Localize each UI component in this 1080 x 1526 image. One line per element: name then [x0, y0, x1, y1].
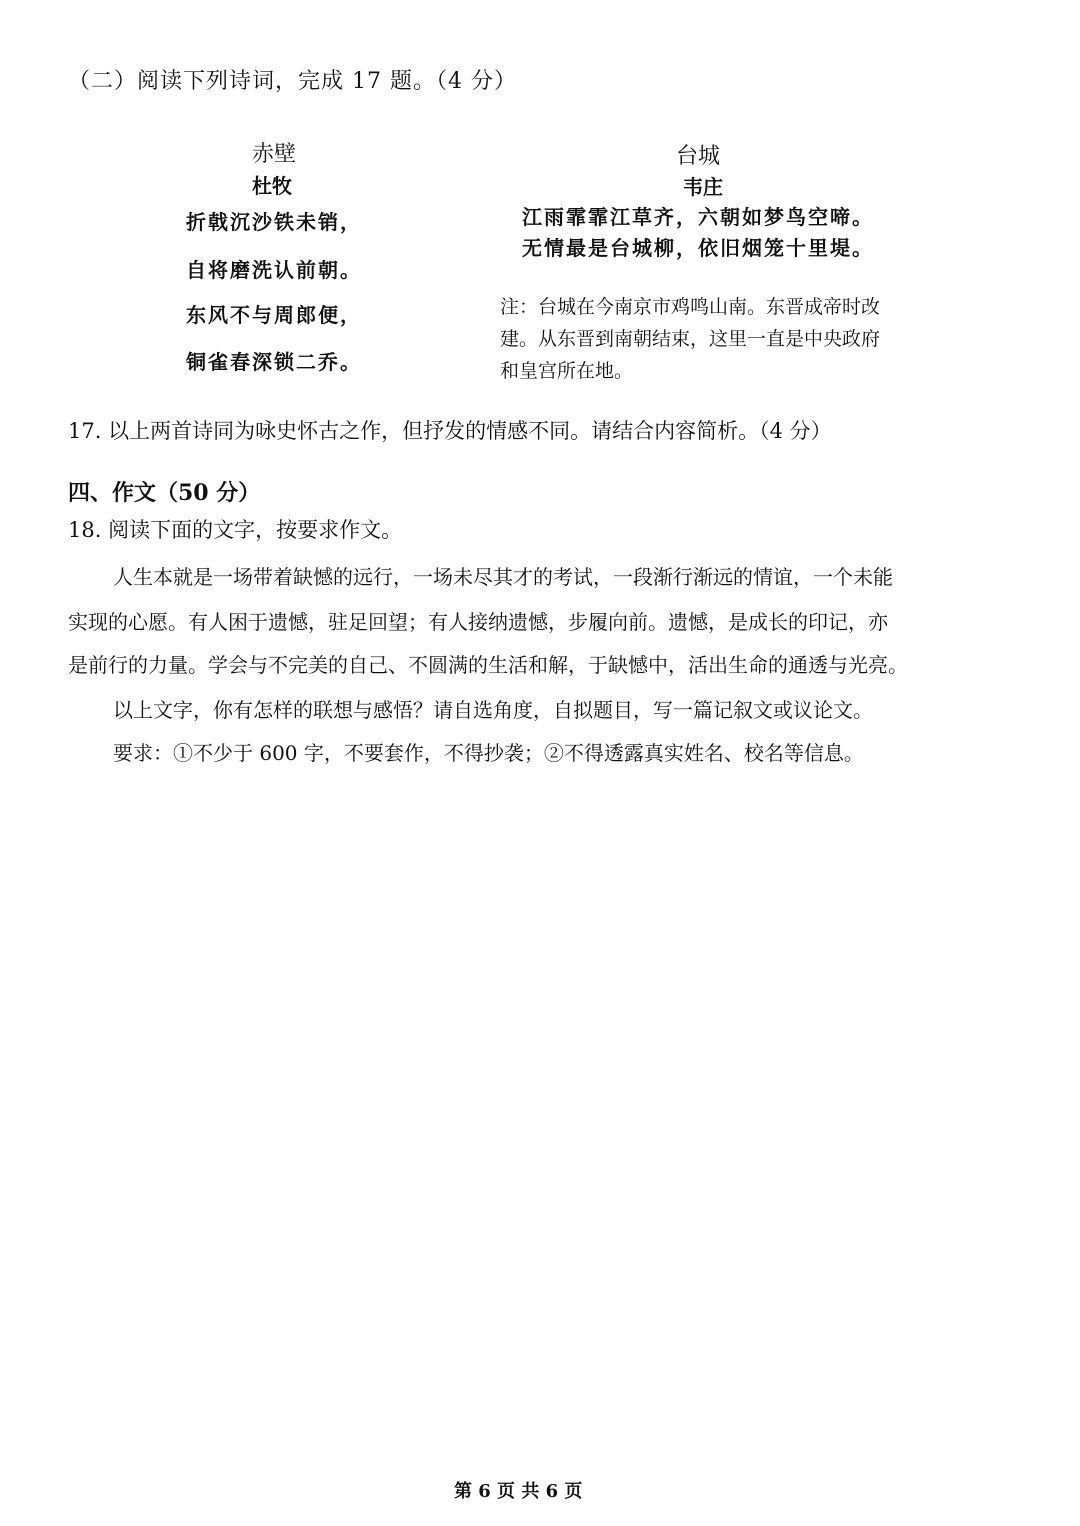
question-17: 17. 以上两首诗同为咏史怀古之作，但抒发的情感不同。请结合内容简析。（4 分）: [68, 419, 832, 443]
question-18: 18. 阅读下面的文字，按要求作文。: [68, 518, 403, 542]
poem1-title: 赤壁: [252, 142, 297, 167]
poem2-note-line: 和皇宫所在地。: [500, 360, 634, 382]
poem2-author: 韦庄: [683, 175, 723, 199]
passage-line: 人生本就是一场带着缺憾的远行，一场未尽其才的考试，一段渐行渐远的情谊，一个未能: [113, 565, 893, 589]
passage-line: 是前行的力量。学会与不完美的自己、不圆满的生活和解，于缺憾中，活出生命的通透与光亮。: [68, 653, 908, 677]
passage-line: 实现的心愿。有人困于遗憾，驻足回望；有人接纳遗憾，步履向前。遗憾，是成长的印记，亦: [68, 610, 888, 634]
poem1-author: 杜牧: [252, 174, 292, 198]
writing-requirements: 要求：①不少于 600 字，不要套作，不得抄袭；②不得透露真实姓名、校名等信息。: [113, 741, 864, 765]
poem1-line: 铜雀春深锁二乔。: [186, 350, 362, 374]
poem2-line: 无情最是台城柳，依旧烟笼十里堤。: [522, 236, 874, 260]
part-four-title: 四、作文（50 分）: [68, 480, 261, 506]
poem1-line: 自将磨洗认前朝。: [186, 258, 362, 282]
section-heading: （二）阅读下列诗词，完成 17 题。（4 分）: [68, 69, 517, 94]
poem2-note-line: 建。从东晋到南朝结束，这里一直是中央政府: [500, 328, 881, 350]
poem1-line: 折戟沉沙铁未销，: [186, 210, 362, 234]
poem2-note-line: 注：台城在今南京市鸡鸣山南。东晋成帝时改: [500, 296, 881, 318]
poem1-line: 东风不与周郎便，: [186, 303, 362, 327]
poem2-title: 台城: [676, 144, 721, 169]
poem2-note: [500, 291, 880, 387]
page-number: 第 6 页 共 6 页: [454, 1481, 583, 1502]
poem2-line: 江雨霏霏江草齐，六朝如梦鸟空啼。: [522, 205, 874, 229]
writing-prompt: 以上文字，你有怎样的联想与感悟？请自选角度，自拟题目，写一篇记叙文或议论文。: [113, 698, 873, 722]
